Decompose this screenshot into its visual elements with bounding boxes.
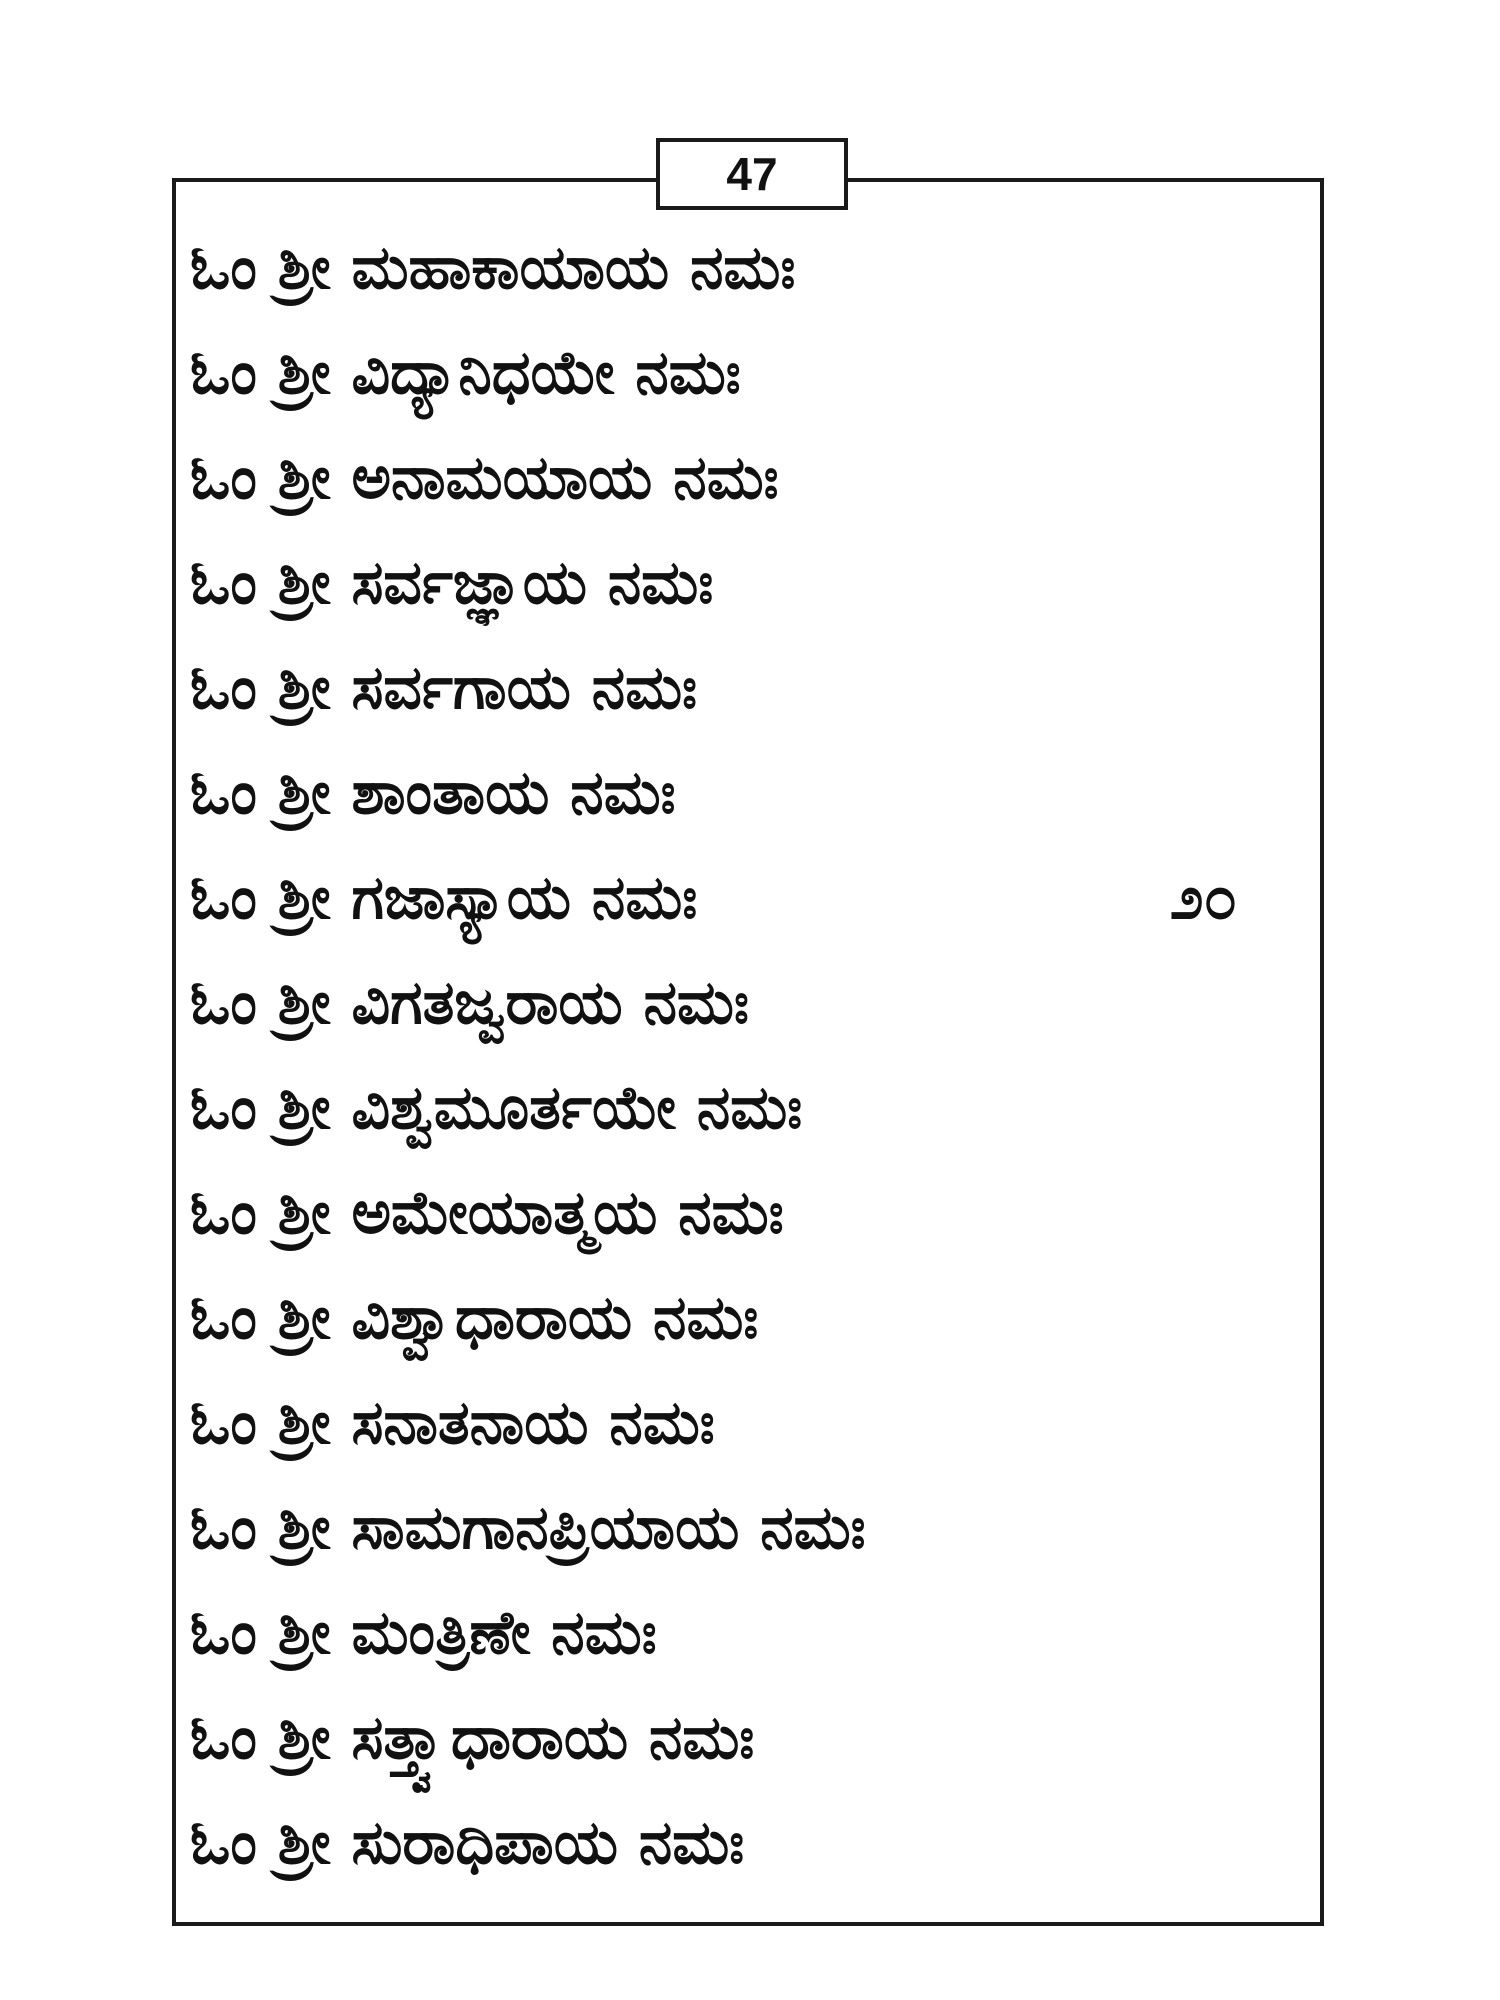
mantra-text: ಓಂ ಶ್ರೀ ಅನಾಮಯಾಯ ನಮಃ bbox=[190, 442, 779, 513]
mantra-text: ಓಂ ಶ್ರೀ ವಿದ್ಯಾನಿಧಯೇ ನಮಃ bbox=[190, 337, 741, 408]
mantra-text: ಓಂ ಶ್ರೀ ಶಾಂತಾಯ ನಮಃ bbox=[190, 757, 676, 828]
mantra-line bbox=[190, 530, 1300, 635]
mantra-line bbox=[190, 1160, 1300, 1265]
mantra-text: ಓಂ ಶ್ರೀ ಸನಾತನಾಯ ನಮಃ bbox=[190, 1387, 715, 1458]
mantra-text: ಓಂ ಶ್ರೀ ಮಂತ್ರಿಣೇ ನಮಃ bbox=[190, 1597, 657, 1668]
mantra-text: ಓಂ ಶ್ರೀ ವಿಶ್ವಮೂರ್ತಯೇ ನಮಃ bbox=[190, 1072, 803, 1143]
mantra-line bbox=[190, 950, 1300, 1055]
mantra-text: ಓಂ ಶ್ರೀ ಸಾಮಗಾನಪ್ರಿಯಾಯ ನಮಃ bbox=[190, 1492, 866, 1563]
mantra-text: ಓಂ ಶ್ರೀ ವಿಗತಜ್ವರಾಯ ನಮಃ bbox=[190, 967, 749, 1038]
mantra-text: ಓಂ ಶ್ರೀ ಗಜಾಸ್ಯಾಯ ನಮಃ bbox=[190, 862, 698, 933]
mantra-line bbox=[190, 1790, 1300, 1895]
mantra-line bbox=[190, 1475, 1300, 1580]
mantra-line bbox=[190, 845, 1300, 950]
mantra-line bbox=[190, 1370, 1300, 1475]
mantra-list bbox=[190, 215, 1300, 1895]
mantra-line bbox=[190, 320, 1300, 425]
mantra-text: ಓಂ ಶ್ರೀ ಸುರಾಧಿಪಾಯ ನಮಃ bbox=[190, 1807, 745, 1878]
mantra-text: ಓಂ ಶ್ರೀ ಸರ್ವಗಾಯ ನಮಃ bbox=[190, 652, 698, 723]
mantra-line bbox=[190, 1265, 1300, 1370]
page-number-text: 47 bbox=[726, 148, 778, 200]
page-number bbox=[656, 138, 848, 210]
mantra-text: ಓಂ ಶ್ರೀ ಅಮೇಯಾತ್ಮಯ ನಮಃ bbox=[190, 1177, 784, 1248]
mantra-line bbox=[190, 1685, 1300, 1790]
mantra-text: ಓಂ ಶ್ರೀ ಸತ್ತ್ವಾಧಾರಾಯ ನಮಃ bbox=[190, 1702, 755, 1773]
mantra-text: ಓಂ ಶ್ರೀ ಮಹಾಕಾಯಾಯ ನಮಃ bbox=[190, 232, 796, 303]
mantra-line bbox=[190, 215, 1300, 320]
mantra-line bbox=[190, 1055, 1300, 1160]
verse-count-marker: ೨೦ bbox=[1170, 862, 1238, 933]
mantra-text: ಓಂ ಶ್ರೀ ಸರ್ವಜ್ಞಾಯ ನಮಃ bbox=[190, 547, 714, 618]
mantra-line bbox=[190, 425, 1300, 530]
mantra-line bbox=[190, 1580, 1300, 1685]
mantra-line bbox=[190, 635, 1300, 740]
mantra-line bbox=[190, 740, 1300, 845]
mantra-text: ಓಂ ಶ್ರೀ ವಿಶ್ವಾಧಾರಾಯ ನಮಃ bbox=[190, 1282, 759, 1353]
